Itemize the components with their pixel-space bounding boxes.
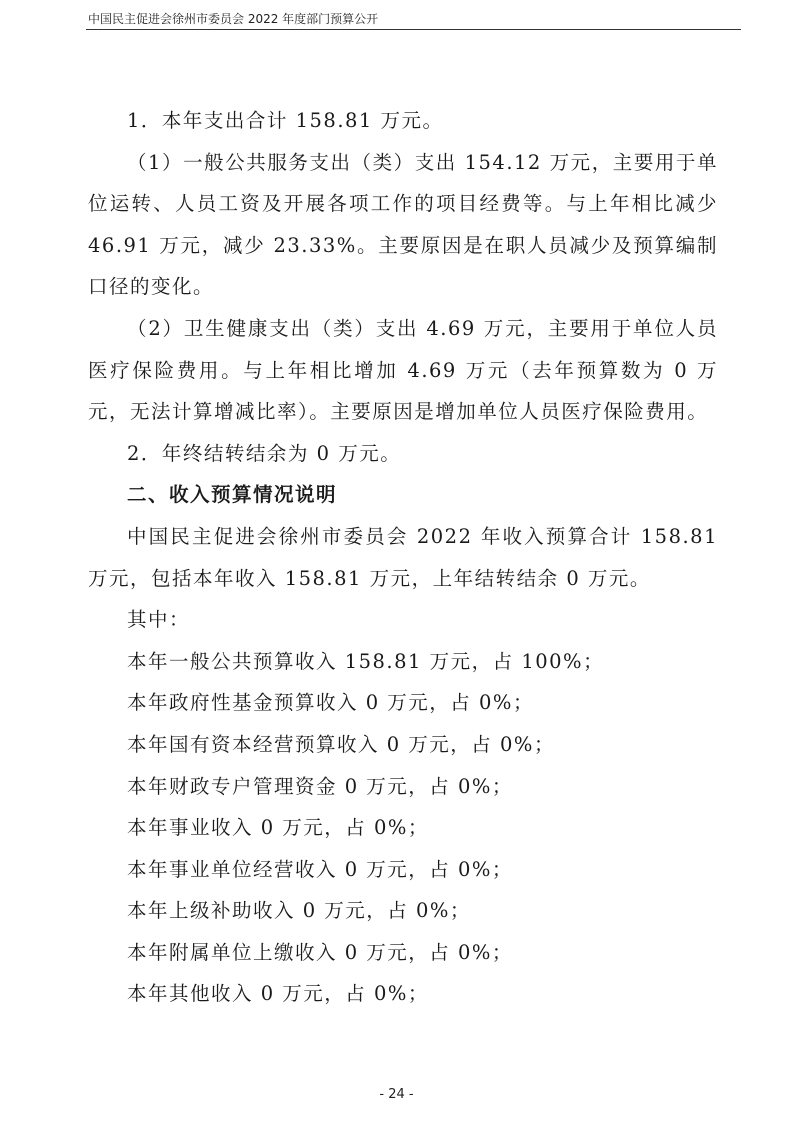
section-heading-income-budget: 二、收入预算情况说明 bbox=[127, 483, 338, 507]
document-body bbox=[88, 100, 718, 1015]
paragraph-total-expenditure: 1．本年支出合计 158.81 万元。 bbox=[127, 109, 444, 132]
list-item: 本年上级补助收入 0 万元，占 0%； bbox=[127, 899, 471, 923]
paragraph-year-end-balance: 2．年终结转结余为 0 万元。 bbox=[127, 441, 402, 465]
list-item: 本年财政专户管理资金 0 万元，占 0%； bbox=[127, 774, 513, 798]
list-item: 本年事业单位经营收入 0 万元，占 0%； bbox=[127, 857, 513, 881]
list-item: 本年事业收入 0 万元，占 0%； bbox=[127, 816, 429, 840]
paragraph-health-expenditure: （2）卫生健康支出（类）支出 4.69 万元，主要用于单位人员医疗保险费用。与上年相比增加 4.69 万元（去年预算数为 0 万元，无法计算增减比率）。主要原因是增加单位人员医疗保险费用。 bbox=[88, 316, 718, 424]
header-divider bbox=[86, 29, 741, 30]
list-item: 本年国有资本经营预算收入 0 万元，占 0%； bbox=[127, 732, 555, 756]
list-item: 本年一般公共预算收入 158.81 万元，占 100%； bbox=[127, 649, 605, 673]
paragraph-general-public-services: （1）一般公共服务支出（类）支出 154.12 万元，主要用于单位运转、人员工资及开展各项工作的项目经费等。与上年相比减少 46.91 万元，减少 23.33%。主要原因是在职人员减少及预算编制口径的变化。 bbox=[88, 150, 718, 299]
paragraph-among-which: 其中： bbox=[127, 608, 191, 632]
page-number: - 24 - bbox=[379, 1087, 414, 1102]
list-item: 本年政府性基金预算收入 0 万元，占 0%； bbox=[127, 691, 534, 715]
paragraph-income-total: 中国民主促进会徐州市委员会 2022 年收入预算合计 158.81 万元，包括本年收入 158.81 万元，上年结转结余 0 万元。 bbox=[88, 524, 718, 590]
page-header: 中国民主促进会徐州市委员会 2022 年度部门预算公开 bbox=[88, 12, 379, 26]
list-item: 本年其他收入 0 万元，占 0%； bbox=[127, 982, 429, 1006]
list-item: 本年附属单位上缴收入 0 万元，占 0%； bbox=[127, 940, 513, 964]
